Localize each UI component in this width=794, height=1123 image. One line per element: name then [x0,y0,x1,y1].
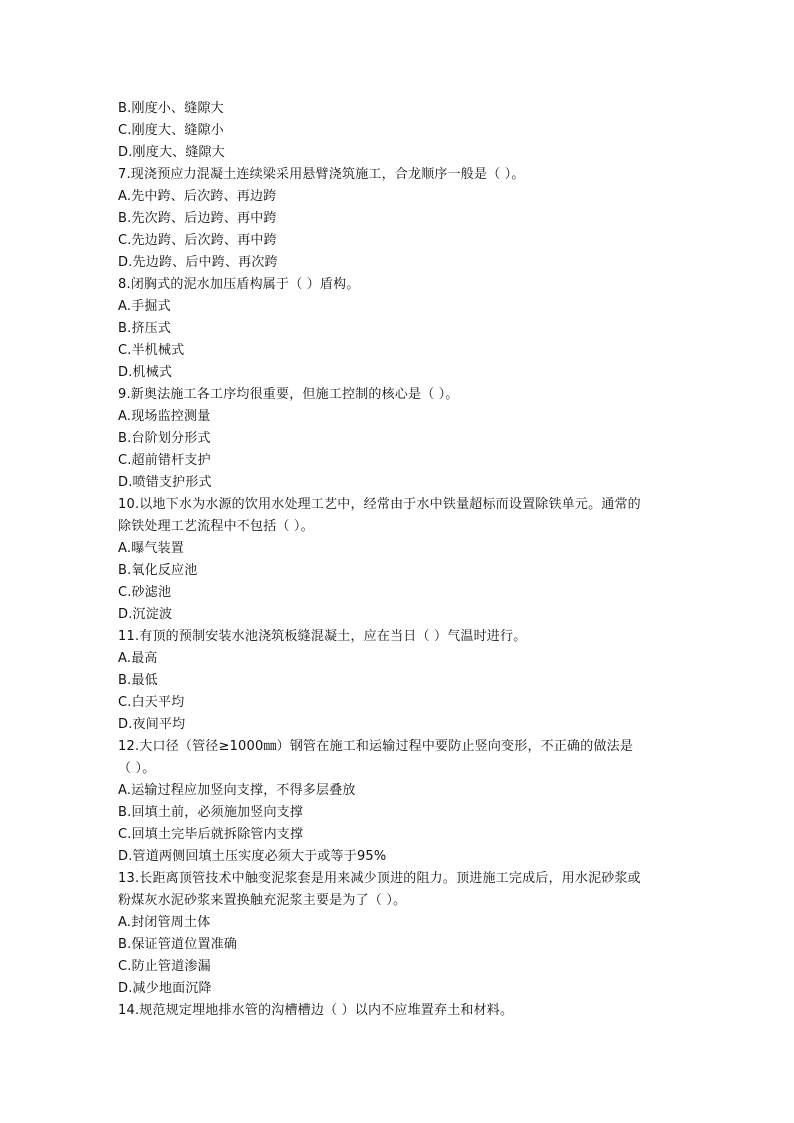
answer-option: B.最低 [118,673,158,688]
answer-option: C.防止管道渗漏 [118,959,211,974]
answer-option: D.刚度大、缝隙大 [118,145,225,160]
answer-option: D.机械式 [118,365,173,380]
answer-option: D.夜间平均 [118,717,186,732]
answer-option: C.超前错杆支护 [118,453,211,468]
question-text-continued: 除铁处理工艺流程中不包括（ ）。 [118,519,314,534]
answer-option: B.刚度小、缝隙大 [118,101,224,116]
answer-option: A.现场监控测量 [118,409,211,424]
answer-option: D.先边跨、后中跨、再次跨 [118,255,278,270]
question-text: 13.长距离顶管技术中触变泥浆套是用来减少顶进的阻力。顶进施工完成后，用水泥砂浆或 [118,871,641,886]
answer-option: D.减少地面沉降 [118,981,212,996]
answer-option: B.台阶划分形式 [118,431,211,446]
answer-option: C.回填土完毕后就拆除管内支撑 [118,827,304,842]
answer-option: D.沉淀波 [118,607,173,622]
question-text: 14.规范规定埋地排水管的沟槽槽边（ ）以内不应堆置弃土和材料。 [118,1003,514,1018]
answer-option: A.封闭管周土体 [118,915,211,930]
question-text: 9.新奥法施工各工序均很重要，但施工控制的核心是（ ）。 [118,387,459,402]
answer-option: D.管道两侧回填土压实度必须大于或等于95% [118,849,387,864]
answer-option: B.挤压式 [118,321,172,336]
question-text: 7.现浇预应力混凝土连续梁采用悬臂浇筑施工，合龙顺序一般是（ ）。 [118,167,525,182]
answer-option: A.运输过程应加竖向支撑，不得多层叠放 [118,783,356,798]
answer-option: D.喷错支护形式 [118,475,212,490]
document-page [118,98,678,1022]
question-text: 11.有顶的预制安装水池浇筑板缝混凝土，应在当日（ ）气温时进行。 [118,629,527,644]
answer-option: B.回填土前，必须施加竖向支撑 [118,805,304,820]
answer-option: C.白天平均 [118,695,185,710]
answer-option: A.手掘式 [118,299,171,314]
question-text: 12.大口径（管径≥1000㎜）钢管在施工和运输过程中要防止竖向变形，不正确的做法是 [118,739,634,754]
answer-option: A.先中跨、后次跨、再边跨 [118,189,277,204]
answer-option: B.氧化反应池 [118,563,198,578]
answer-option: C.先边跨、后次跨、再中跨 [118,233,277,248]
answer-option: B.保证管道位置准确 [118,937,238,952]
question-text-continued: 粉煤灰水泥砂浆来置换触充泥浆主要是为了（ ）。 [118,893,407,908]
answer-option: B.先次跨、后边跨、再中跨 [118,211,277,226]
answer-option: C.半机械式 [118,343,185,358]
question-text: 8.闭胸式的泥水加压盾构属于（ ）盾构。 [118,277,360,292]
question-text-continued: （ ）。 [118,761,156,776]
answer-option: A.最高 [118,651,158,666]
answer-option: C.刚度大、缝隙小 [118,123,225,138]
question-text: 10.以地下水为水源的饮用水处理工艺中，经常由于水中铁量超标而设置除铁单元。通常的 [118,497,641,512]
answer-option: A.曝气装置 [118,541,184,556]
answer-option: C.砂滤池 [118,585,172,600]
